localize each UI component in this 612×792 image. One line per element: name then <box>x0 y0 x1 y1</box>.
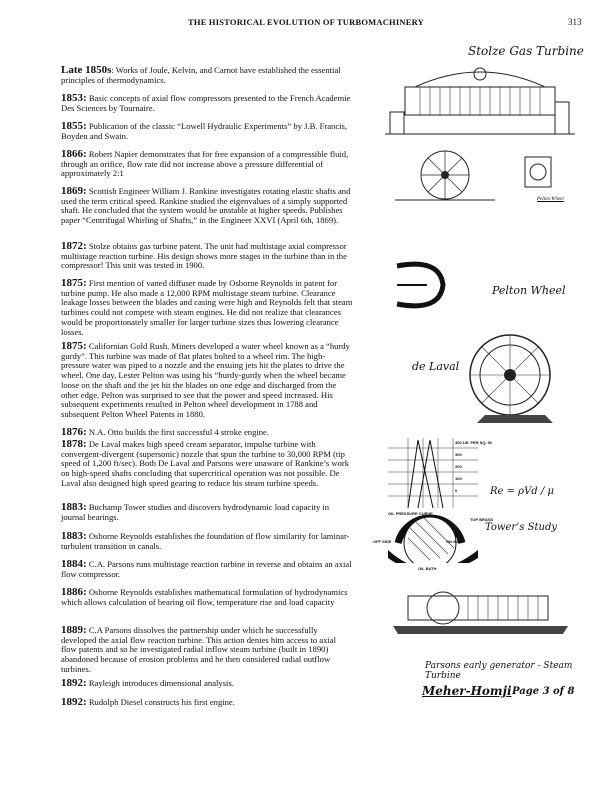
pelton-wheel-drawing <box>385 145 575 205</box>
entry-year: 1878: <box>61 438 87 450</box>
timeline-entry <box>61 679 353 689</box>
top-brass-label: TOP BRASS <box>470 517 494 522</box>
stolze-turbine-illustration <box>385 62 575 142</box>
entry-year: 1853: <box>61 92 87 104</box>
timeline-entry <box>61 588 353 607</box>
parsons-generator-drawing <box>388 578 573 638</box>
timeline-entry <box>61 428 353 438</box>
entry-text: C.A. Parsons runs multistage reaction turbine in reverse and obtains an axial flow compressor. <box>61 559 352 579</box>
entry-year: 1884: <box>61 558 87 570</box>
parsons-caption: Parsons early generator - Steam Turbine <box>425 661 573 681</box>
running-header: THE HISTORICAL EVOLUTION OF TURBOMACHINERY <box>188 17 424 27</box>
pelton-bucket-drawing <box>395 258 450 313</box>
entry-text: Publication of the classic “Lowell Hydraulic Experiments” by J.B. Francis, Boyden and Swain. <box>61 121 348 141</box>
timeline-entry <box>61 342 353 420</box>
oil-pressure-curve-label: OIL PRESSURE CURVE <box>388 511 433 516</box>
entry-text: Osborne Reynolds establishes mathematical formulation of hydrodynamics which allows calculation of bearing oil flow, temperature rise and load capacity <box>61 587 348 607</box>
off-side-label: OFF SIDE <box>373 539 392 544</box>
timeline-entry <box>61 503 353 522</box>
entry-year: 1855: <box>61 120 87 132</box>
timeline-entry <box>61 122 353 141</box>
towers-study-label: Tower’s Study <box>485 522 558 533</box>
timeline-entry <box>61 242 353 271</box>
page-of-label: Page 3 of 8 <box>512 686 575 697</box>
entry-text: Works of Joule, Kelvin, and Carnot have established the essential principles of thermodynamics. <box>61 65 341 85</box>
entry-text: Basic concepts of axial flow compressors presented to the French Academie Des Sciences by Tournaire. <box>61 93 351 113</box>
timeline-entry <box>61 279 353 337</box>
timeline-entry <box>61 150 353 179</box>
pressure-label: 400 LB. PER SQ. IN. <box>455 440 493 445</box>
timeline-entry <box>61 66 353 85</box>
entry-text: Osborne Reynolds establishes the foundation of flow similarity for laminar-turbulent transition in canals. <box>61 531 350 551</box>
author-signature: Meher-Homji <box>422 684 512 698</box>
oil-bath-label: OIL BATH <box>418 566 437 571</box>
entry-text: Robert Napier demonstrates that for free expansion of a compressible fluid, through an orifice, flow rate did not increase above a pressure differential of approximately 2:1 <box>61 149 349 179</box>
stolze-label: Stolze Gas Turbine <box>468 44 584 58</box>
de-laval-label: de Laval <box>412 360 460 373</box>
entry-text: N.A. Otto builds the first successful 4 stroke engine. <box>86 427 270 437</box>
entry-text: First mention of vaned diffuser made by Osborne Reynolds in patent for turbine pump. He also made a 12,000 RPM multistage steam turbine. Clearance leakage losses between the blades and casing were high and Reynolds felt that steam turbines could not compete with steam engines. He did not realize that clearances would be proportionately smaller for larger turbine sizes thus lowering clearance losses. <box>61 278 353 337</box>
pressure-label: 200 <box>455 464 462 469</box>
entry-year: 1886: <box>61 586 87 598</box>
timeline-entry <box>61 626 353 675</box>
page-number: 313 <box>568 17 582 27</box>
entry-text: Scottish Engineer William J. Rankine investigates rotating elastic shafts and used the term critical speed. Rankine studied the eigenvalues of a simply supported shaft. He concluded that the system would be unstable at higher speeds. Publishes paper “Centrifugal Whirling of Shafts,” in the Engineer XXVI (April 6th, 1869). <box>61 186 351 226</box>
entry-year: 1866: <box>61 148 87 160</box>
entry-year: 1872: <box>61 240 87 252</box>
entry-year: 1869: <box>61 185 87 197</box>
timeline-entry <box>61 94 353 113</box>
pressure-label: 100 <box>455 476 462 481</box>
timeline-entry <box>61 440 353 489</box>
pelton-handwritten-label: Pelton Wheel <box>492 284 566 297</box>
pelton-printed-caption: Pelton Wheel <box>537 197 564 202</box>
entry-year: 1889: <box>61 624 87 636</box>
entry-year: 1892: <box>61 696 87 708</box>
entry-year: Late 1850s <box>61 64 112 76</box>
entry-year: 1876: <box>61 426 87 438</box>
pressure-label: 300 <box>455 452 462 457</box>
entry-year: 1875: <box>61 340 87 352</box>
reynolds-number-equation: Re = ρVd / μ <box>490 486 554 497</box>
entry-year: 1892: <box>61 677 87 689</box>
pressure-label: 0 <box>455 488 458 493</box>
timeline-entry <box>61 187 353 226</box>
entry-text: Rayleigh introduces dimensional analysis. <box>86 678 234 688</box>
de-laval-turbine-drawing <box>455 325 575 425</box>
entry-text: Stolze obtains gas turbine patent. The unit had multistage axial compressor multistage reaction turbine. His design shows more stages in the turbine than in the compressor! This unit was tested in 1900. <box>61 241 347 271</box>
entry-text: Californian Gold Rush. Miners developed a water wheel known as a “hurdy gurdy”. This turbine was made of flat plates bolted to a wheel rim. The high-pressure water was piped to a nozzle and the ensuing jets hit the plates to drive the wheel. One day, Lester Pelton was using his “hurdy-gurdy when the wheel became loose on the shaft and the jet hit the blades on one edge and discharged from the other edge. Pelton was surprised to see that the power and speed increased. His subsequent experiments resulted in Pelton wheel development in 1788 and subsequent Pelton Wheel Patents in 1880. <box>61 341 350 419</box>
entry-year: 1883: <box>61 530 87 542</box>
entry-text: De Laval makes high speed cream separator, impulse turbine with convergent-divergent (supersonic) nozzle that spun the turbine to 30,000 RPM (tip speed of 1,200 ft/sec). Both De Laval and Parsons were unaware of Rankine’s work on high-speed shafts concluding that supercritical operation was not possible. De Laval also designed high speed gearing to reduce his steam turbine speeds. <box>61 439 350 488</box>
entry-text: Rudolph Diesel constructs his first engine. <box>86 697 235 707</box>
on-side-label: ON SIDE <box>446 539 463 544</box>
entry-text: Buchamp Tower studies and discovers hydrodynamic load capacity in journal bearings. <box>61 502 330 522</box>
entry-text: C.A Parsons dissolves the partnership under which he successfully developed the axial flow reaction turbine. This action denies him access to axial flow patents and so he investigated radial inflow steam turbine (built in 1890) abandoned because of erosion problems and he then considered radial outflow turbines. <box>61 625 336 674</box>
timeline-entry <box>61 560 353 579</box>
entry-separator: : <box>111 65 114 75</box>
entry-year: 1875: <box>61 277 87 289</box>
entry-year: 1883: <box>61 501 87 513</box>
tower-bearing-diagram <box>388 438 478 563</box>
timeline-entry <box>61 532 353 551</box>
timeline-entry <box>61 698 353 708</box>
